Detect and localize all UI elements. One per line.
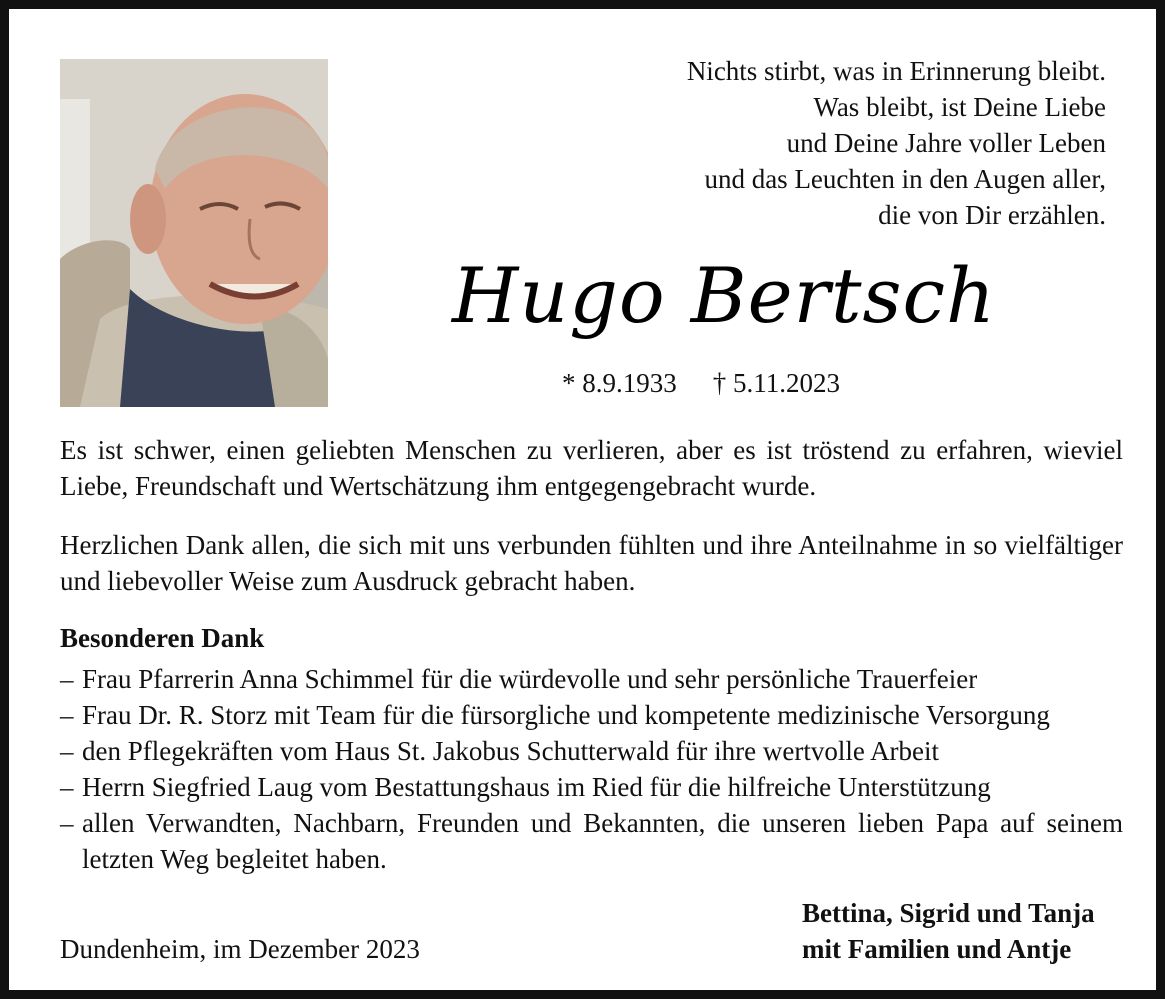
- poem-line: Was bleibt, ist Deine Liebe: [813, 92, 1106, 122]
- portrait-photo: [60, 59, 328, 407]
- signer-line: mit Familien und Antje: [802, 934, 1072, 964]
- dash-marker: –: [60, 772, 74, 802]
- place-and-date: Dundenheim, im Dezember 2023: [60, 934, 420, 964]
- birth-date: * 8.9.1933: [562, 368, 677, 398]
- portrait-illustration: [60, 59, 328, 407]
- paragraph-comfort: Es ist schwer, einen geliebten Menschen zu verlieren, aber es ist tröstend zu erfahren, wieviel Liebe, Freundschaft und Wertschätzung ihm entgegengebracht wurde.: [60, 435, 1123, 501]
- paragraph-thanks: Herzlichen Dank allen, die sich mit uns verbunden fühlten und ihre Anteilnahme in so vielfältiger und liebevoller Weise zum Ausdruck gebracht haben.: [60, 530, 1123, 596]
- death-date: † 5.11.2023: [712, 368, 840, 398]
- list-item-text: allen Verwandten, Nachbarn, Freunden und Bekannten, die unseren lieben Papa auf seinem letzten Weg begleitet haben.: [82, 808, 1123, 874]
- list-item-text: Frau Pfarrerin Anna Schimmel für die würdevolle und sehr persönliche Trauerfeier: [82, 664, 978, 694]
- thanks-list: [60, 661, 1123, 877]
- dash-marker: –: [60, 664, 74, 694]
- list-item-text: den Pflegekräften vom Haus St. Jakobus Schutterwald für ihre wertvolle Arbeit: [82, 736, 940, 766]
- signers: [802, 895, 1095, 967]
- list-item: [60, 661, 1123, 697]
- dash-marker: –: [60, 700, 74, 730]
- poem-line: und das Leuchten in den Augen aller,: [704, 164, 1106, 194]
- deceased-name: Hugo Bertsch: [452, 251, 996, 340]
- list-item-text: Herrn Siegfried Laug vom Bestattungshaus im Ried für die hilfreiche Unterstützung: [82, 772, 991, 802]
- list-item: [60, 733, 1123, 769]
- dash-marker: –: [60, 808, 74, 838]
- list-item: [60, 697, 1123, 733]
- poem-line: und Deine Jahre voller Leben: [786, 128, 1106, 158]
- thanks-heading: Besonderen Dank: [60, 623, 265, 653]
- list-item-text: Frau Dr. R. Storz mit Team für die fürsorgliche und kompetente medizinische Versorgung: [82, 700, 1050, 730]
- poem-line: die von Dir erzählen.: [878, 200, 1106, 230]
- memorial-poem: [687, 53, 1106, 233]
- list-item: [60, 805, 1123, 877]
- signer-line: Bettina, Sigrid und Tanja: [802, 898, 1095, 928]
- dash-marker: –: [60, 736, 74, 766]
- poem-line: Nichts stirbt, was in Erinnerung bleibt.: [686, 56, 1106, 86]
- life-dates: [562, 365, 840, 401]
- list-item: [60, 769, 1123, 805]
